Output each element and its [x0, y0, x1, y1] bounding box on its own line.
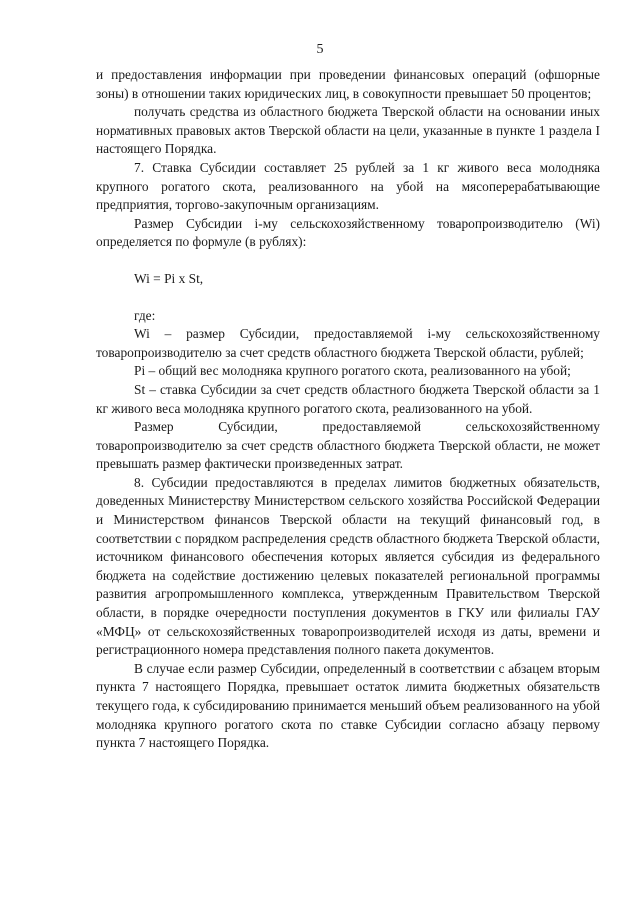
paragraph-item-8-limits: 8. Субсидии предоставляются в пределах лимитов бюджетных обязательств, доведенных Министерству Министерством сельского хозяйства Российской Федерации и Министерством финансов Тверской области на текущий финансовый год, в соответствии с порядком распределения средств областного бюджета Тверской области, источником финансового обеспечения которых является субсидия из федерального бюджета на содействие достижению целевых показателей региональной программы развития агропромышленного комплекса, утвержденным Правительством Тверской области, в порядке очередности поступления документов в ГКУ или филиалы ГАУ «МФЦ» от сельскохозяйственных товаропроизводителей исходя из даты, времени и регистрационного номера представления полного пакета документов. [96, 474, 600, 658]
formula: Wi = Pi x St, [134, 270, 204, 286]
definition-st: St – ставка Субсидии за счет средств областного бюджета Тверской области за 1 кг живого веса молодняка крупного рогатого скота, реализованного на убой. [96, 381, 600, 416]
spacer [96, 289, 600, 307]
paragraph-limit-exceeded: В случае если размер Субсидии, определенный в соответствии с абзацем вторым пункта 7 настоящего Порядка, превышает остаток лимита бюджетных обязательств текущего года, к субсидированию принимается меньший объем реализованного на убой молодняка крупного рогатого скота по ставке Субсидии согласно абзацу первому пункта 7 настоящего Порядка. [96, 660, 600, 751]
definition-wi: Wi – размер Субсидии, предоставляемой i-му сельскохозяйственному товаропроизводителю за счет средств областного бюджета Тверской области, рублей; [96, 326, 600, 360]
spacer [96, 252, 600, 270]
paragraph-item-7-rate: 7. Ставка Субсидии составляет 25 рублей за 1 кг живого веса молодняка крупного рогатого скота, реализованного на убой на мясоперерабатывающие предприятия, торгово-закупочным организациям. [96, 159, 600, 213]
document-body [96, 66, 600, 753]
page-number: 5 [316, 42, 324, 57]
paragraph-other-funding: получать средства из областного бюджета Тверской области на основании иных нормативных правовых актов Тверской области на цели, указанные в пункте 1 раздела I настоящего Порядка. [96, 104, 600, 157]
paragraph-max-amount: Размер Субсидии, предоставляемой сельскохозяйственному товаропроизводителю за счет средств областного бюджета Тверской области, не может превышать размер фактически произведенных затрат. [96, 419, 600, 472]
paragraph-offshore-continuation: и предоставления информации при проведении финансовых операций (офшорные зоны) в отношении таких юридических лиц, в совокупности превышает 50 процентов; [96, 67, 600, 101]
formula-where: где: [134, 307, 156, 323]
paragraph-formula-intro: Размер Субсидии i-му сельскохозяйственному товаропроизводителю (Wi) определяется по формуле (в рублях): [96, 215, 600, 250]
definition-pi: Pi – общий вес молодняка крупного рогатого скота, реализованного на убой; [134, 363, 571, 379]
